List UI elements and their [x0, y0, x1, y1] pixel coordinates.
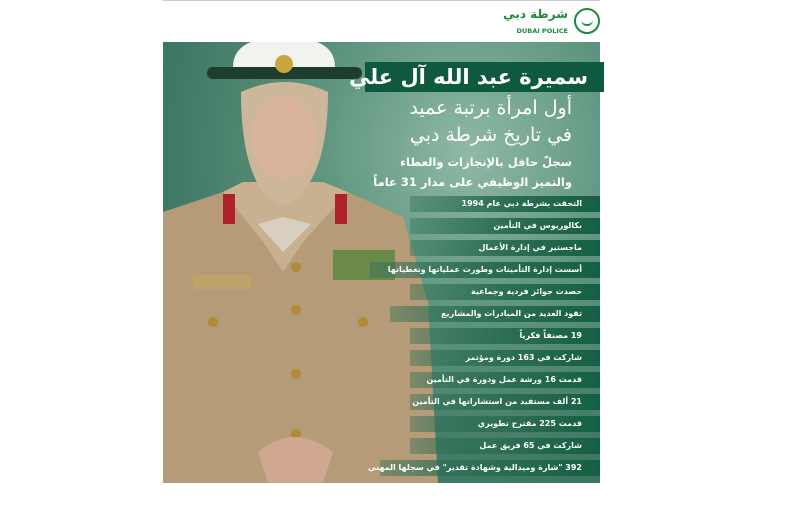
headline	[409, 95, 572, 149]
achievement-text: 21 ألف مستفيد من استشاراتها في التأمين	[412, 397, 582, 406]
top-divider	[163, 0, 600, 1]
achievement-item	[390, 306, 600, 322]
achievement-item	[410, 350, 600, 366]
achievement-text: أسست إدارة التأمينات وطورت عملياتها وتغطياتها	[387, 265, 582, 274]
achievement-item	[410, 218, 600, 234]
achievement-text: قدمت 16 ورشة عمل ودورة في التأمين	[426, 375, 582, 384]
achievement-text: ماجستير في إدارة الأعمال	[478, 243, 582, 252]
dubai-police-logo	[503, 6, 600, 40]
achievement-item	[410, 240, 600, 256]
achievement-item	[410, 284, 600, 300]
achievement-item	[410, 196, 600, 212]
achievement-item	[370, 262, 600, 278]
police-seal-icon	[574, 8, 600, 34]
achievement-item	[368, 460, 600, 476]
achievement-item	[410, 394, 600, 410]
headline-line-2: في تاريخ شرطة دبي	[409, 124, 572, 146]
achievement-item	[410, 438, 600, 454]
achievement-text: تقود العديد من المبادرات والمشاريع	[441, 309, 582, 318]
logo-english: DUBAI POLICE	[516, 27, 568, 35]
subheadline-line-2: والتميز الوظيفي على مدار 31 عاماً	[373, 175, 572, 189]
achievement-text: شاركت في 163 دورة ومؤتمر	[465, 353, 582, 362]
headline-line-1: أول امرأة برتبة عميد	[409, 97, 572, 119]
achievement-text: قدمت 225 مقترح تطويري	[477, 419, 582, 428]
achievement-item	[410, 372, 600, 388]
subheadline-line-1: سجلّ حافل بالإنجازات والعطاء	[400, 155, 572, 169]
subheadline	[373, 152, 572, 192]
achievement-text: التحقت بشرطة دبي عام 1994	[461, 199, 582, 208]
achievement-text: شاركت في 65 فريق عمل	[479, 441, 582, 450]
achievement-item	[410, 328, 600, 344]
achievement-item	[410, 416, 600, 432]
logo-arabic: شرطة دبي	[503, 7, 568, 21]
achievement-text: 392 "شارة وميدالية وشهادة تقدير" في سجلها المهني	[368, 463, 582, 472]
officer-name-banner: سميرة عبد الله آل علي	[365, 62, 604, 92]
achievement-text: 19 مصنفاً فكرياً	[519, 331, 582, 340]
achievement-text: حصدت جوائز فردية وجماعية	[470, 287, 582, 296]
achievement-text: بكالوريوس في التأمين	[493, 221, 582, 230]
